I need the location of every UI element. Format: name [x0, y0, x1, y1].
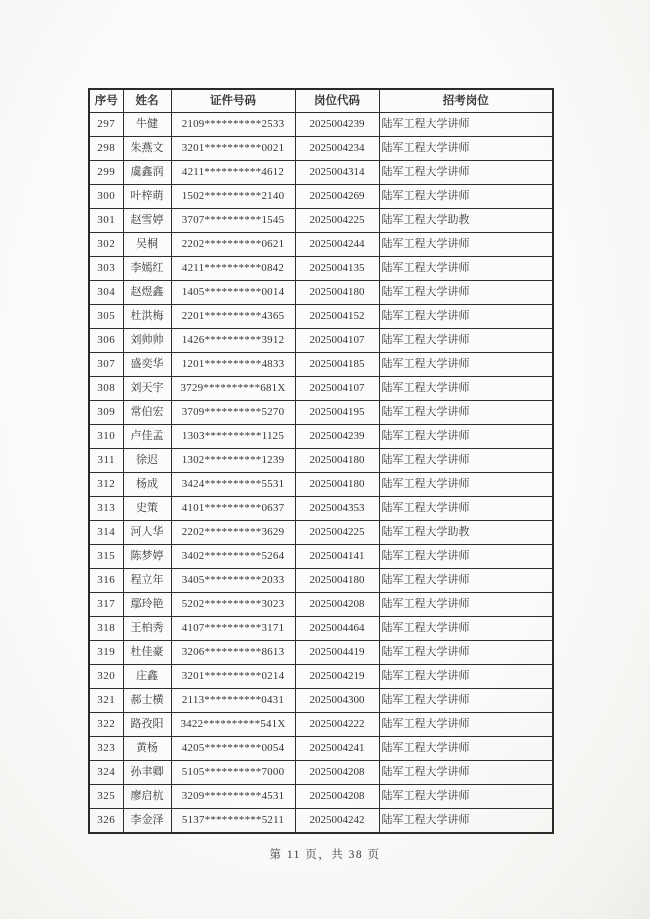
- table-row: [89, 689, 553, 713]
- cell-job-title: 陆军工程大学讲师: [379, 305, 553, 329]
- cell-id-number: 3206**********8613: [171, 641, 295, 665]
- table-row: [89, 473, 553, 497]
- cell-job-title: 陆军工程大学讲师: [379, 401, 553, 425]
- table-row: [89, 497, 553, 521]
- cell-id-number: 3422**********541X: [171, 713, 295, 737]
- cell-id-number: 5202**********3023: [171, 593, 295, 617]
- cell-name: 赵雪婷: [123, 209, 171, 233]
- cell-job-code: 2025004239: [295, 113, 379, 137]
- cell-job-code: 2025004225: [295, 209, 379, 233]
- cell-job-title: 陆军工程大学讲师: [379, 473, 553, 497]
- table-row: [89, 665, 553, 689]
- cell-seq: 307: [89, 353, 123, 377]
- cell-job-title: 陆军工程大学讲师: [379, 785, 553, 809]
- table-row: [89, 353, 553, 377]
- cell-name: 廖启杭: [123, 785, 171, 809]
- cell-name: 史策: [123, 497, 171, 521]
- cell-name: 孙聿卿: [123, 761, 171, 785]
- applicant-table: [88, 88, 554, 834]
- cell-seq: 319: [89, 641, 123, 665]
- cell-job-code: 2025004208: [295, 761, 379, 785]
- cell-seq: 303: [89, 257, 123, 281]
- header-seq: 序号: [89, 89, 123, 113]
- cell-job-title: 陆军工程大学讲师: [379, 137, 553, 161]
- cell-job-code: 2025004107: [295, 329, 379, 353]
- table-row: [89, 185, 553, 209]
- cell-id-number: 3709**********5270: [171, 401, 295, 425]
- cell-name: 陈梦婷: [123, 545, 171, 569]
- cell-name: 叶梓萌: [123, 185, 171, 209]
- table-body: [89, 113, 553, 834]
- cell-job-code: 2025004195: [295, 401, 379, 425]
- cell-job-title: 陆军工程大学讲师: [379, 617, 553, 641]
- cell-job-title: 陆军工程大学讲师: [379, 377, 553, 401]
- cell-id-number: 3201**********0021: [171, 137, 295, 161]
- cell-seq: 318: [89, 617, 123, 641]
- table-row: [89, 137, 553, 161]
- cell-job-title: 陆军工程大学讲师: [379, 689, 553, 713]
- cell-seq: 316: [89, 569, 123, 593]
- cell-job-title: 陆军工程大学讲师: [379, 329, 553, 353]
- cell-id-number: 3729**********681X: [171, 377, 295, 401]
- cell-id-number: 2202**********0621: [171, 233, 295, 257]
- cell-name: 卢佳孟: [123, 425, 171, 449]
- cell-name: 杨成: [123, 473, 171, 497]
- cell-seq: 324: [89, 761, 123, 785]
- table-row: [89, 617, 553, 641]
- cell-id-number: 5105**********7000: [171, 761, 295, 785]
- cell-id-number: 1303**********1125: [171, 425, 295, 449]
- cell-name: 常伯宏: [123, 401, 171, 425]
- table-row: [89, 785, 553, 809]
- cell-job-code: 2025004225: [295, 521, 379, 545]
- table-row: [89, 641, 553, 665]
- cell-id-number: 4101**********0637: [171, 497, 295, 521]
- cell-seq: 314: [89, 521, 123, 545]
- cell-name: 程立年: [123, 569, 171, 593]
- cell-job-title: 陆军工程大学讲师: [379, 665, 553, 689]
- cell-id-number: 1201**********4833: [171, 353, 295, 377]
- cell-job-title: 陆军工程大学助教: [379, 209, 553, 233]
- cell-seq: 298: [89, 137, 123, 161]
- cell-job-code: 2025004269: [295, 185, 379, 209]
- cell-seq: 308: [89, 377, 123, 401]
- header-name: 姓名: [123, 89, 171, 113]
- cell-job-title: 陆军工程大学讲师: [379, 113, 553, 137]
- cell-seq: 311: [89, 449, 123, 473]
- cell-job-code: 2025004180: [295, 569, 379, 593]
- cell-seq: 305: [89, 305, 123, 329]
- cell-job-code: 2025004141: [295, 545, 379, 569]
- cell-job-title: 陆军工程大学讲师: [379, 761, 553, 785]
- cell-name: 刘天宇: [123, 377, 171, 401]
- cell-job-title: 陆军工程大学讲师: [379, 569, 553, 593]
- cell-name: 徐迟: [123, 449, 171, 473]
- cell-id-number: 2109**********2533: [171, 113, 295, 137]
- table-row: [89, 713, 553, 737]
- cell-seq: 321: [89, 689, 123, 713]
- cell-job-code: 2025004314: [295, 161, 379, 185]
- table-row: [89, 545, 553, 569]
- cell-id-number: 2113**********0431: [171, 689, 295, 713]
- cell-id-number: 1426**********3912: [171, 329, 295, 353]
- cell-id-number: 3201**********0214: [171, 665, 295, 689]
- cell-job-code: 2025004464: [295, 617, 379, 641]
- cell-job-code: 2025004208: [295, 785, 379, 809]
- cell-job-code: 2025004208: [295, 593, 379, 617]
- table-row: [89, 305, 553, 329]
- cell-job-code: 2025004244: [295, 233, 379, 257]
- page-number-footer: 第 11 页，共 38 页: [269, 849, 381, 861]
- cell-seq: 323: [89, 737, 123, 761]
- cell-seq: 325: [89, 785, 123, 809]
- cell-job-code: 2025004107: [295, 377, 379, 401]
- cell-seq: 299: [89, 161, 123, 185]
- cell-job-title: 陆军工程大学讲师: [379, 545, 553, 569]
- cell-id-number: 3424**********5531: [171, 473, 295, 497]
- cell-job-code: 2025004241: [295, 737, 379, 761]
- cell-name: 牛健: [123, 113, 171, 137]
- cell-id-number: 1502**********2140: [171, 185, 295, 209]
- cell-job-title: 陆军工程大学讲师: [379, 257, 553, 281]
- cell-seq: 312: [89, 473, 123, 497]
- table-row: [89, 113, 553, 137]
- cell-seq: 317: [89, 593, 123, 617]
- cell-seq: 310: [89, 425, 123, 449]
- cell-job-title: 陆军工程大学讲师: [379, 185, 553, 209]
- cell-name: 王柏秀: [123, 617, 171, 641]
- cell-job-title: 陆军工程大学讲师: [379, 425, 553, 449]
- cell-id-number: 3707**********1545: [171, 209, 295, 233]
- table-row: [89, 809, 553, 834]
- cell-job-title: 陆军工程大学讲师: [379, 161, 553, 185]
- table-row: [89, 521, 553, 545]
- cell-job-title: 陆军工程大学讲师: [379, 497, 553, 521]
- cell-job-title: 陆军工程大学讲师: [379, 281, 553, 305]
- cell-id-number: 3209**********4531: [171, 785, 295, 809]
- cell-name: 路孜阳: [123, 713, 171, 737]
- cell-name: 郝士横: [123, 689, 171, 713]
- table-header: [89, 89, 553, 113]
- cell-seq: 297: [89, 113, 123, 137]
- cell-seq: 320: [89, 665, 123, 689]
- table-row: [89, 425, 553, 449]
- table-row: [89, 377, 553, 401]
- cell-job-code: 2025004152: [295, 305, 379, 329]
- cell-job-code: 2025004180: [295, 473, 379, 497]
- cell-name: 杜洪梅: [123, 305, 171, 329]
- cell-id-number: 1405**********0014: [171, 281, 295, 305]
- cell-id-number: 3402**********5264: [171, 545, 295, 569]
- cell-seq: 315: [89, 545, 123, 569]
- cell-name: 吴桐: [123, 233, 171, 257]
- cell-seq: 309: [89, 401, 123, 425]
- cell-id-number: 4211**********0842: [171, 257, 295, 281]
- cell-name: 刘帅帅: [123, 329, 171, 353]
- cell-job-code: 2025004135: [295, 257, 379, 281]
- cell-name: 河人华: [123, 521, 171, 545]
- header-job-code: 岗位代码: [295, 89, 379, 113]
- table-header-row: [89, 89, 553, 113]
- cell-job-title: 陆军工程大学讲师: [379, 641, 553, 665]
- cell-job-code: 2025004234: [295, 137, 379, 161]
- cell-job-title: 陆军工程大学助教: [379, 521, 553, 545]
- cell-seq: 304: [89, 281, 123, 305]
- cell-seq: 301: [89, 209, 123, 233]
- header-id-number: 证件号码: [171, 89, 295, 113]
- cell-seq: 302: [89, 233, 123, 257]
- table-row: [89, 569, 553, 593]
- cell-id-number: 2201**********4365: [171, 305, 295, 329]
- table-row: [89, 401, 553, 425]
- cell-job-title: 陆军工程大学讲师: [379, 593, 553, 617]
- cell-name: 朱燕文: [123, 137, 171, 161]
- table-row: [89, 449, 553, 473]
- cell-id-number: 2202**********3629: [171, 521, 295, 545]
- cell-job-code: 2025004300: [295, 689, 379, 713]
- cell-id-number: 1302**********1239: [171, 449, 295, 473]
- cell-name: 庄鑫: [123, 665, 171, 689]
- cell-name: 虞鑫润: [123, 161, 171, 185]
- table-row: [89, 737, 553, 761]
- cell-job-title: 陆军工程大学讲师: [379, 713, 553, 737]
- cell-job-title: 陆军工程大学讲师: [379, 233, 553, 257]
- cell-id-number: 4107**********3171: [171, 617, 295, 641]
- table-row: [89, 281, 553, 305]
- cell-job-code: 2025004242: [295, 809, 379, 834]
- cell-job-code: 2025004353: [295, 497, 379, 521]
- cell-job-title: 陆军工程大学讲师: [379, 353, 553, 377]
- cell-seq: 306: [89, 329, 123, 353]
- cell-id-number: 4211**********4612: [171, 161, 295, 185]
- cell-name: 黄杨: [123, 737, 171, 761]
- cell-name: 李嫣红: [123, 257, 171, 281]
- cell-job-code: 2025004185: [295, 353, 379, 377]
- cell-job-code: 2025004219: [295, 665, 379, 689]
- cell-job-title: 陆军工程大学讲师: [379, 809, 553, 834]
- cell-name: 盛奕华: [123, 353, 171, 377]
- table-row: [89, 329, 553, 353]
- header-job-title: 招考岗位: [379, 89, 553, 113]
- table-row: [89, 233, 553, 257]
- cell-seq: 300: [89, 185, 123, 209]
- cell-id-number: 5137**********5211: [171, 809, 295, 834]
- cell-job-code: 2025004180: [295, 449, 379, 473]
- table-row: [89, 761, 553, 785]
- cell-name: 赵煜鑫: [123, 281, 171, 305]
- table-row: [89, 593, 553, 617]
- cell-seq: 313: [89, 497, 123, 521]
- cell-seq: 326: [89, 809, 123, 834]
- cell-job-title: 陆军工程大学讲师: [379, 449, 553, 473]
- cell-job-code: 2025004222: [295, 713, 379, 737]
- cell-id-number: 4205**********0054: [171, 737, 295, 761]
- cell-job-code: 2025004180: [295, 281, 379, 305]
- cell-job-title: 陆军工程大学讲师: [379, 737, 553, 761]
- table-row: [89, 209, 553, 233]
- cell-job-code: 2025004239: [295, 425, 379, 449]
- cell-job-code: 2025004419: [295, 641, 379, 665]
- cell-name: 杜佳豪: [123, 641, 171, 665]
- cell-name: 李金泽: [123, 809, 171, 834]
- table-row: [89, 257, 553, 281]
- cell-seq: 322: [89, 713, 123, 737]
- table-row: [89, 161, 553, 185]
- cell-name: 鄢玲艳: [123, 593, 171, 617]
- cell-id-number: 3405**********2033: [171, 569, 295, 593]
